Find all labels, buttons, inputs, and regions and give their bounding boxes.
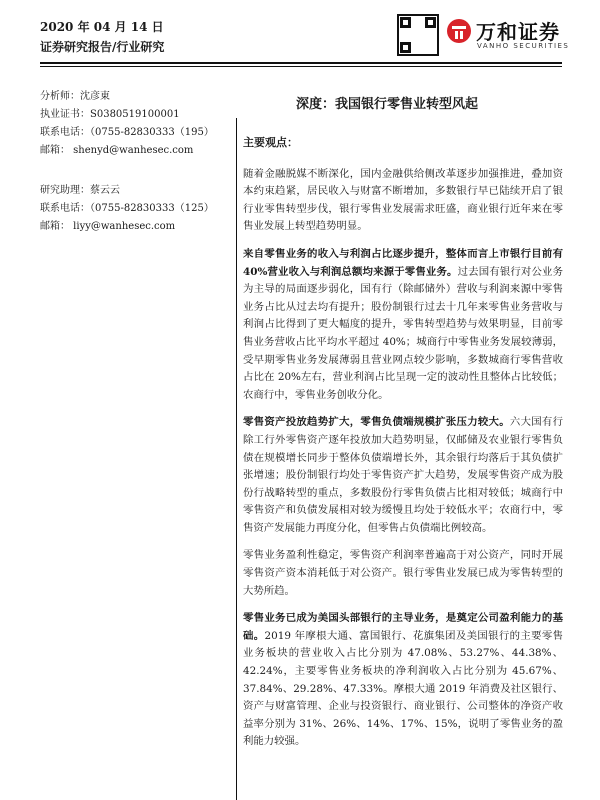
paragraph-2-body: 过去国有银行对公业务为主导的局面逐步弱化，国有行（除邮储外）营收与利润来源中零售业务占比从过去均有提升；股份制银行过去十几年来零售业务营收与利润占比得到了更大幅度的提升，零售转型趋势与效果明显，目前零售业务营收占比平均水平超过 40%；城商行中零售业务发展较薄弱，受早期零售业务发展薄弱且营业网点较少影响，多数城商行零售营收占比在 20%左右，营业利润占比呈现一定的波动性且整体占比较低；农商行中，零售业务创收分化。 [243,265,564,401]
company-logo-icon [446,18,472,44]
analyst-phone: 联系电话：（0755-82830333（195） [40,127,214,138]
report-type: 证券研究报告/行业研究 [40,40,165,54]
assistant-phone: 联系电话：（0755-82830333（125） [40,203,214,214]
report-header [0,0,600,80]
analyst-name: 分析师：沈彦東 [40,91,110,102]
assistant-email[interactable]: 邮箱： liyy@wanhesec.com [40,221,176,232]
paragraph-4: 零售业务盈利性稳定，零售资产利润率普遍高于对公资产，同时开展零售资产资本消耗低于对公资产。银行零售业发展已成为零售转型的大势所趋。 [243,549,563,597]
analyst-email[interactable]: 邮箱： shenyd@wanhesec.com [40,145,194,156]
paragraph-2 [243,246,563,404]
section-heading: 主要观点： [243,136,298,149]
paragraph-3 [243,414,563,537]
report-title: 深度：我国银行零售业转型风起 [296,97,479,112]
paragraph-5 [243,610,563,751]
assistant-name: 研究助理：蔡云云 [40,185,120,196]
header-divider [40,62,562,64]
paragraph-3-lead: 零售资产投放趋势扩大，零售负债端规模扩张压力较大。 [243,416,510,429]
analyst-certificate: 执业证书：S0380519100001 [40,109,180,120]
company-logo-english: VANHO SECURITIES [477,42,570,50]
paragraph-5-body: 2019 年摩根大通、富国银行、花旗集团及美国银行的主要零售业务板块的营业收入占比分别为 47.08%、53.27%、44.38%、42.24%，主要零售业务板块的净利润收入占比分别为 45.67%、37.84%、29.28%、47.33%。摩根大通 2019 年消费及社区银行、资产与财富管理、企业与投资银行、商业银行、公司整体的净资产收益率分别为 31%、26%、14%、17%、15%，说明了零售业务的盈利能力较强。 [243,629,563,748]
paragraph-2-lead: 来自零售业务的收入与利润占比逐步提升，整体而言上市银行目前有 40%营业收入与利润总额均来源于零售业务。 [243,247,563,278]
paragraph-3-body: 六大国有行除工行外零售资产逐年投放加大趋势明显，仅邮储及农业银行零售负债在规模增长同步于整体负债端增长外，其余银行均落后于其负债扩张增速；股份制银行均处于零售资产扩大趋势，发展零售资产成为股份行战略转型的重点，多数股份行零售负债占比相对较低；城商行中零售资产和负债发展相对较为缓慢且均处于较低水平；农商行中，零售资产发展能力再度分化，但零售占负债端比例较高。 [243,416,564,534]
analyst-sidebar [40,88,230,236]
report-date: 2020 年 04 月 14 日 [40,20,164,34]
header-divider-thin [40,66,562,67]
paragraph-1: 随着金融脱媒不断深化，国内金融供给侧改革逐步加强推进，叠加资本约束趋紧，居民收入与财富不断增加，多数银行早已陆续开启了银行业零售转型步伐，银行零售业发展需求旺盛，商业银行近年来在零售业发展上转型趋势明显。 [243,167,563,233]
column-divider [236,118,237,800]
company-logo-name: 万和证券 [476,20,560,44]
paragraph-5-lead: 零售业务已成为美国头部银行的主导业务，是奠定公司盈利能力的基础。 [243,612,563,642]
main-content [243,134,563,761]
qr-code-icon [397,14,439,56]
